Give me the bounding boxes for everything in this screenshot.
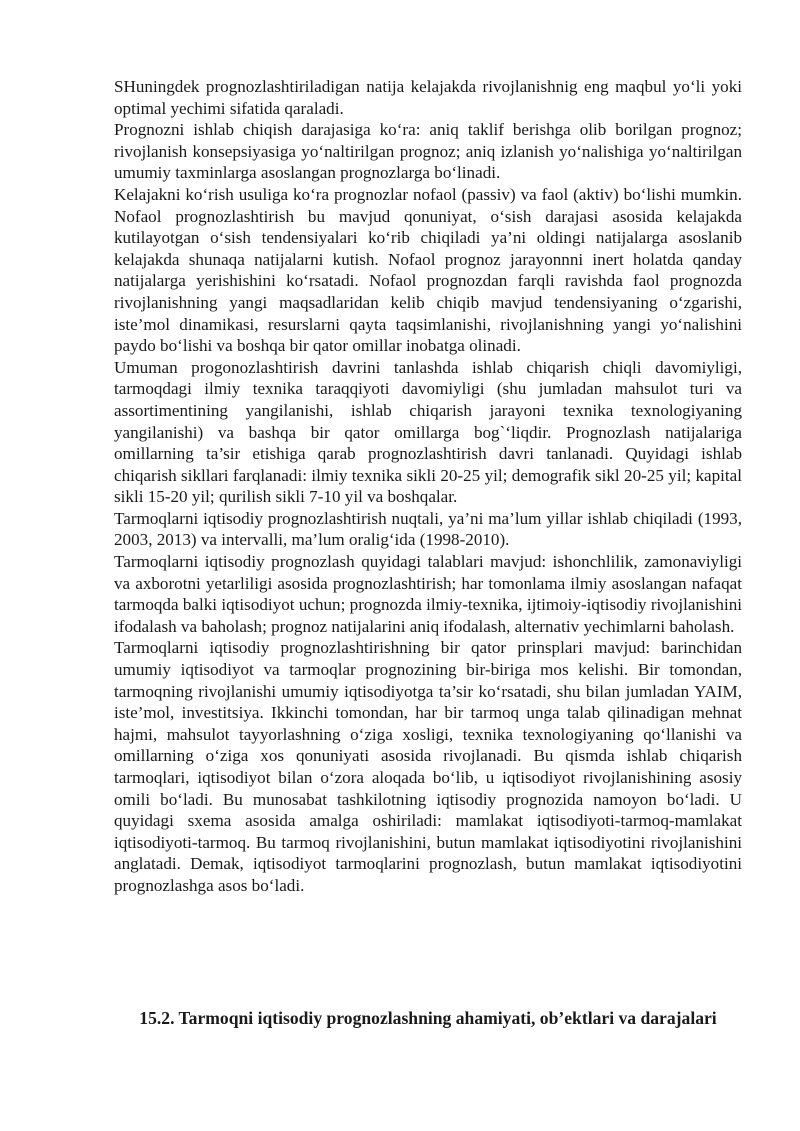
paragraph-passive-active-forecast: Kelajakni ko‘rish usuliga ko‘ra prognozlar nofaol (passiv) va faol (aktiv) bo‘lishi mumkin. Nofaol prognozlashtirish bu mavjud qonuniyat, o‘sish darajasi asosida kelajakda kutilayotgan o‘sish tendensiyalari ko‘rib chiqiladi ya’ni oldingi natijalarga asoslanib kelajakda shunaqa natijalarni kutish. Nofaol prognoz jarayonnni inert holatda qanday natijalarga yerishishini ko‘rsatadi. Nofaol prognozdan farqli ravishda faol prognozda rivojlanishning yangi maqsadlaridan kelib chiqib mavjud tendensiyaning o‘zgarishi, iste’mol dinamikasi, resurslarni qayta taqsimlanishi, rivojlanishning yangi yo‘nalishini paydo bo‘lishi va boshqa bir qator omillar inobatga olinadi. <box>114 184 742 356</box>
paragraph-forecast-principles: Tarmoqlarni iqtisodiy prognozlashtirishning bir qator prinsplari mavjud: barinchidan umumiy iqtisodiyot va tarmoqlar prognozining bir-biriga mos kelishi. Bir tomondan, tarmoqning rivojlanishi umumiy iqtisodiyotga ta’sir ko‘rsatadi, shu bilan jumladan YAIM, iste’mol, investitsiya. Ikkinchi tomondan, har bir tarmoq unga talab qilinadigan mehnat hajmi, mahsulot tayyorlashning o‘ziga xosligi, texnika texnologiyaning qo‘llanishi va omillarning o‘ziga xos qonuniyati asosida rivojlanadi. Bu qismda ishlab chiqarish tarmoqlari, iqtisodiyot bilan o‘zora aloqada bo‘lib, u iqtisodiyot rivojlanishining asosiy omili bo‘ladi. Bu munosabat tashkilotning iqtisodiy prognozida namoyon bo‘ladi. U quyidagi sxema asosida amalga oshiriladi: mamlakat iqtisodiyoti-tarmoq-mamlakat iqtisodiyoti-tarmoq. Bu tarmoq rivojlanishini, butun mamlakat iqtisodiyotini rivojlanishini anglatadi. Demak, iqtisodiyot tarmoqlarini prognozlash, butun mamlakat iqtisodiyotini prognozlashga asos bo‘ladi. <box>114 638 742 895</box>
paragraph-optimal-solution: SHuningdek prognozlashtiriladigan natija kelajakda rivojlanishnig eng maqbul yo‘li yoki optimal yechimi sifatida qaraladi. <box>114 77 742 118</box>
paragraph-point-interval-forecast: Tarmoqlarni iqtisodiy prognozlashtirish nuqtali, ya’ni ma’lum yillar ishlab chiqiladi (1993, 2003, 2013) va intervalli, ma’lum oralig‘ida (1998-2010). <box>114 508 742 550</box>
paragraph-forecast-requirements: Tarmoqlarni iqtisodiy prognozlash quyidagi talablari mavjud: ishonchlilik, zamonaviyligi va axborotni yetarliligi asosida prognozlashtirish; har tomonlama ilmiy asoslangan nafaqat tarmoqda balki iqtisodiyot uchun; prognozda ilmiy-texnika, ijtimoiy-iqtisodiy rivojlanishini ifodalash va baholash; prognoz natijalarini aniq ifodalash, alternativ yechimlarni baholash. <box>114 552 742 636</box>
section-heading: 15.2. Tarmoqni iqtisodiy prognozlashning ahamiyati, ob’ektlari va darajalari <box>139 1008 717 1028</box>
paragraph-development-level: Prognozni ishlab chiqish darajasiga ko‘ra: aniq taklif berishga olib borilgan prognoz; rivojlanish konsepsiyasiga yo‘naltirilgan prognoz; aniq izlanish yo‘nalishiga yo‘naltirilgan umumiy taxminlarga asoslangan prognozlarga bo‘linadi. <box>114 120 742 183</box>
paragraph-forecast-period: Umuman progonozlashtirish davrini tanlashda ishlab chiqarish chiqli davomiyligi, tarmoqdagi ilmiy texnika taraqqiyoti davomiyligi (shu jumladan mahsulot turi va assortimentining yangilanishi, ishlab chiqarish jarayoni texnika texnologiyaning yangilanishi) va bashqa bir qator omillarga bog`‘liqdir. Prognozlash natijalariga omillarning ta’sir etishiga qarab prognozlashtirish davri tanlanadi. Quyidagi ishlab chiqarish sikllari farqlanadi: ilmiy texnika sikli 20-25 yil; demografik sikl 20-25 yil; kapital sikli 15-20 yil; qurilish sikli 7-10 yil va boshqalar. <box>114 357 742 507</box>
body-text <box>114 76 742 897</box>
